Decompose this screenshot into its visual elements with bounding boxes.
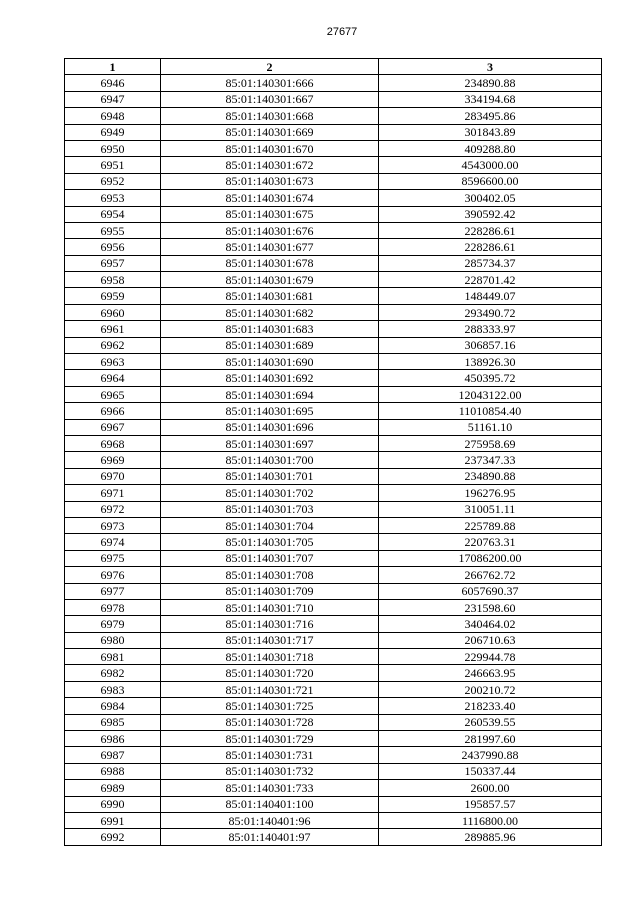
value-cell: 301843.89 — [379, 124, 602, 140]
cadastral-number-cell: 85:01:140301:720 — [161, 665, 379, 681]
row-number-cell: 6959 — [65, 288, 161, 304]
row-number-cell: 6976 — [65, 567, 161, 583]
row-number-cell: 6980 — [65, 632, 161, 648]
column-header-2: 2 — [161, 59, 379, 75]
row-number-cell: 6984 — [65, 698, 161, 714]
value-cell: 334194.68 — [379, 91, 602, 107]
cadastral-number-cell: 85:01:140301:682 — [161, 304, 379, 320]
cadastral-number-cell: 85:01:140301:707 — [161, 550, 379, 566]
table-row — [65, 321, 602, 337]
row-number-cell: 6982 — [65, 665, 161, 681]
value-cell: 283495.86 — [379, 108, 602, 124]
value-cell: 285734.37 — [379, 255, 602, 271]
row-number-cell: 6977 — [65, 583, 161, 599]
value-cell: 138926.30 — [379, 354, 602, 370]
cadastral-number-cell: 85:01:140301:718 — [161, 649, 379, 665]
table-row — [65, 599, 602, 615]
table-row — [65, 75, 602, 91]
value-cell: 196276.95 — [379, 485, 602, 501]
row-number-cell: 6957 — [65, 255, 161, 271]
row-number-cell: 6954 — [65, 206, 161, 222]
value-cell: 293490.72 — [379, 304, 602, 320]
row-number-cell: 6966 — [65, 403, 161, 419]
table-row — [65, 616, 602, 632]
row-number-cell: 6963 — [65, 354, 161, 370]
cadastral-number-cell: 85:01:140301:681 — [161, 288, 379, 304]
cadastral-number-cell: 85:01:140301:728 — [161, 714, 379, 730]
cadastral-number-cell: 85:01:140301:694 — [161, 386, 379, 402]
row-number-cell: 6971 — [65, 485, 161, 501]
value-cell: 200210.72 — [379, 681, 602, 697]
value-cell: 231598.60 — [379, 599, 602, 615]
cadastral-number-cell: 85:01:140301:692 — [161, 370, 379, 386]
table-row — [65, 435, 602, 451]
value-cell: 275958.69 — [379, 435, 602, 451]
table-row — [65, 829, 602, 845]
table-row — [65, 190, 602, 206]
table-row — [65, 649, 602, 665]
table-row — [65, 485, 602, 501]
table-row — [65, 501, 602, 517]
row-number-cell: 6958 — [65, 272, 161, 288]
cadastral-number-cell: 85:01:140301:725 — [161, 698, 379, 714]
table-row — [65, 255, 602, 271]
row-number-cell: 6989 — [65, 780, 161, 796]
value-cell: 306857.16 — [379, 337, 602, 353]
value-cell: 340464.02 — [379, 616, 602, 632]
table-row — [65, 583, 602, 599]
value-cell: 234890.88 — [379, 75, 602, 91]
row-number-cell: 6948 — [65, 108, 161, 124]
table-row — [65, 222, 602, 238]
value-cell: 300402.05 — [379, 190, 602, 206]
table-row — [65, 796, 602, 812]
column-header-1: 1 — [65, 59, 161, 75]
value-cell: 228701.42 — [379, 272, 602, 288]
value-cell: 310051.11 — [379, 501, 602, 517]
value-cell: 409288.80 — [379, 140, 602, 156]
cadastral-number-cell: 85:01:140301:697 — [161, 435, 379, 451]
cadastral-number-cell: 85:01:140301:667 — [161, 91, 379, 107]
value-cell: 220763.31 — [379, 534, 602, 550]
cadastral-number-cell: 85:01:140301:670 — [161, 140, 379, 156]
row-number-cell: 6975 — [65, 550, 161, 566]
table-row — [65, 304, 602, 320]
value-cell: 195857.57 — [379, 796, 602, 812]
row-number-cell: 6987 — [65, 747, 161, 763]
cadastral-number-cell: 85:01:140301:733 — [161, 780, 379, 796]
cadastral-number-cell: 85:01:140301:700 — [161, 452, 379, 468]
table-row — [65, 812, 602, 828]
registry-table — [64, 58, 602, 846]
row-number-cell: 6991 — [65, 812, 161, 828]
cadastral-number-cell: 85:01:140301:701 — [161, 468, 379, 484]
value-cell: 260539.55 — [379, 714, 602, 730]
value-cell: 4543000.00 — [379, 157, 602, 173]
cadastral-number-cell: 85:01:140301:695 — [161, 403, 379, 419]
cadastral-number-cell: 85:01:140301:690 — [161, 354, 379, 370]
cadastral-number-cell: 85:01:140301:716 — [161, 616, 379, 632]
value-cell: 246663.95 — [379, 665, 602, 681]
cadastral-number-cell: 85:01:140401:97 — [161, 829, 379, 845]
table-row — [65, 173, 602, 189]
table-row — [65, 780, 602, 796]
cadastral-number-cell: 85:01:140301:705 — [161, 534, 379, 550]
row-number-cell: 6962 — [65, 337, 161, 353]
cadastral-number-cell: 85:01:140301:669 — [161, 124, 379, 140]
value-cell: 2437990.88 — [379, 747, 602, 763]
value-cell: 12043122.00 — [379, 386, 602, 402]
row-number-cell: 6956 — [65, 239, 161, 255]
value-cell: 281997.60 — [379, 731, 602, 747]
row-number-cell: 6952 — [65, 173, 161, 189]
table-row — [65, 567, 602, 583]
cadastral-number-cell: 85:01:140301:674 — [161, 190, 379, 206]
row-number-cell: 6979 — [65, 616, 161, 632]
row-number-cell: 6986 — [65, 731, 161, 747]
table-header-row — [65, 59, 602, 75]
cadastral-number-cell: 85:01:140301:689 — [161, 337, 379, 353]
table-row — [65, 272, 602, 288]
value-cell: 229944.78 — [379, 649, 602, 665]
table-row — [65, 140, 602, 156]
value-cell: 1116800.00 — [379, 812, 602, 828]
row-number-cell: 6972 — [65, 501, 161, 517]
cadastral-number-cell: 85:01:140301:702 — [161, 485, 379, 501]
row-number-cell: 6953 — [65, 190, 161, 206]
cadastral-number-cell: 85:01:140301:732 — [161, 763, 379, 779]
value-cell: 450395.72 — [379, 370, 602, 386]
value-cell: 6057690.37 — [379, 583, 602, 599]
row-number-cell: 6949 — [65, 124, 161, 140]
row-number-cell: 6974 — [65, 534, 161, 550]
row-number-cell: 6988 — [65, 763, 161, 779]
cadastral-number-cell: 85:01:140301:703 — [161, 501, 379, 517]
value-cell: 2600.00 — [379, 780, 602, 796]
value-cell: 228286.61 — [379, 222, 602, 238]
table-row — [65, 517, 602, 533]
table-row — [65, 354, 602, 370]
cadastral-number-cell: 85:01:140301:673 — [161, 173, 379, 189]
table-row — [65, 665, 602, 681]
row-number-cell: 6967 — [65, 419, 161, 435]
cadastral-number-cell: 85:01:140301:677 — [161, 239, 379, 255]
row-number-cell: 6992 — [65, 829, 161, 845]
value-cell: 11010854.40 — [379, 403, 602, 419]
value-cell: 390592.42 — [379, 206, 602, 222]
table-row — [65, 468, 602, 484]
row-number-cell: 6950 — [65, 140, 161, 156]
table-row — [65, 632, 602, 648]
table-row — [65, 108, 602, 124]
value-cell: 288333.97 — [379, 321, 602, 337]
table-row — [65, 452, 602, 468]
row-number-cell: 6946 — [65, 75, 161, 91]
row-number-cell: 6969 — [65, 452, 161, 468]
page-number: 27677 — [326, 26, 358, 38]
cadastral-number-cell: 85:01:140301:721 — [161, 681, 379, 697]
row-number-cell: 6973 — [65, 517, 161, 533]
row-number-cell: 6947 — [65, 91, 161, 107]
row-number-cell: 6985 — [65, 714, 161, 730]
table-row — [65, 681, 602, 697]
row-number-cell: 6981 — [65, 649, 161, 665]
row-number-cell: 6970 — [65, 468, 161, 484]
cadastral-number-cell: 85:01:140301:696 — [161, 419, 379, 435]
value-cell: 228286.61 — [379, 239, 602, 255]
table-row — [65, 698, 602, 714]
table-row — [65, 386, 602, 402]
table-body — [65, 75, 602, 845]
value-cell: 234890.88 — [379, 468, 602, 484]
row-number-cell: 6960 — [65, 304, 161, 320]
row-number-cell: 6978 — [65, 599, 161, 615]
cadastral-number-cell: 85:01:140301:704 — [161, 517, 379, 533]
cadastral-number-cell: 85:01:140401:100 — [161, 796, 379, 812]
table-row — [65, 747, 602, 763]
value-cell: 150337.44 — [379, 763, 602, 779]
cadastral-number-cell: 85:01:140301:710 — [161, 599, 379, 615]
cadastral-number-cell: 85:01:140301:676 — [161, 222, 379, 238]
value-cell: 17086200.00 — [379, 550, 602, 566]
table-row — [65, 288, 602, 304]
table-row — [65, 157, 602, 173]
table-row — [65, 419, 602, 435]
row-number-cell: 6955 — [65, 222, 161, 238]
cadastral-number-cell: 85:01:140301:708 — [161, 567, 379, 583]
row-number-cell: 6990 — [65, 796, 161, 812]
table-row — [65, 714, 602, 730]
column-header-3: 3 — [379, 59, 602, 75]
value-cell: 206710.63 — [379, 632, 602, 648]
row-number-cell: 6964 — [65, 370, 161, 386]
value-cell: 266762.72 — [379, 567, 602, 583]
cadastral-number-cell: 85:01:140301:675 — [161, 206, 379, 222]
cadastral-number-cell: 85:01:140301:729 — [161, 731, 379, 747]
value-cell: 289885.96 — [379, 829, 602, 845]
table-row — [65, 91, 602, 107]
table-row — [65, 403, 602, 419]
table-row — [65, 206, 602, 222]
cadastral-number-cell: 85:01:140301:678 — [161, 255, 379, 271]
cadastral-number-cell: 85:01:140301:668 — [161, 108, 379, 124]
table-row — [65, 124, 602, 140]
row-number-cell: 6951 — [65, 157, 161, 173]
value-cell: 51161.10 — [379, 419, 602, 435]
cadastral-number-cell: 85:01:140301:717 — [161, 632, 379, 648]
table-row — [65, 763, 602, 779]
value-cell: 218233.40 — [379, 698, 602, 714]
row-number-cell: 6961 — [65, 321, 161, 337]
value-cell: 8596600.00 — [379, 173, 602, 189]
cadastral-number-cell: 85:01:140401:96 — [161, 812, 379, 828]
table-row — [65, 550, 602, 566]
value-cell: 148449.07 — [379, 288, 602, 304]
cadastral-number-cell: 85:01:140301:683 — [161, 321, 379, 337]
row-number-cell: 6983 — [65, 681, 161, 697]
table-row — [65, 731, 602, 747]
row-number-cell: 6965 — [65, 386, 161, 402]
cadastral-number-cell: 85:01:140301:672 — [161, 157, 379, 173]
cadastral-number-cell: 85:01:140301:679 — [161, 272, 379, 288]
value-cell: 225789.88 — [379, 517, 602, 533]
table-row — [65, 337, 602, 353]
table-row — [65, 370, 602, 386]
row-number-cell: 6968 — [65, 435, 161, 451]
cadastral-number-cell: 85:01:140301:666 — [161, 75, 379, 91]
table-row — [65, 534, 602, 550]
cadastral-number-cell: 85:01:140301:731 — [161, 747, 379, 763]
cadastral-number-cell: 85:01:140301:709 — [161, 583, 379, 599]
table-row — [65, 239, 602, 255]
value-cell: 237347.33 — [379, 452, 602, 468]
